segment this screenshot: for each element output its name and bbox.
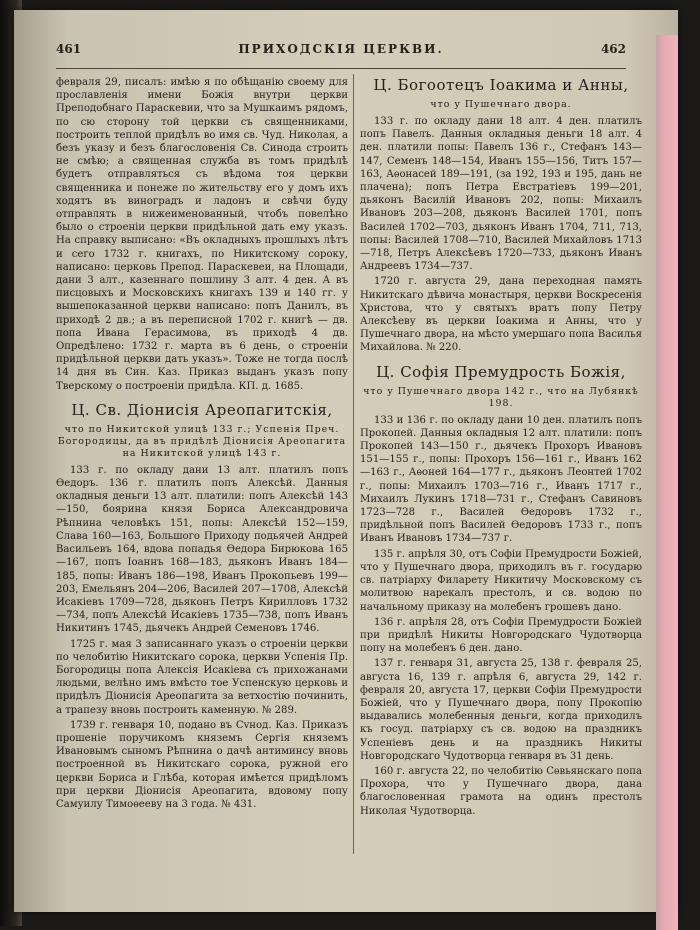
section-heading-joachim-anna: Ц. Богоотецъ Іоакима и Анны, xyxy=(373,76,629,94)
paragraph: 1725 г. мая 3 записаннаго указъ о строеніи церкви по челобитію Никитскаго сорока, церкви Успенія Пр. Богородицы попа Алексія Исакіева съ прихожанами людьми, велѣно имъ вмѣсто тое Успенскую церковь и придѣлъ Діонисія Ареопагита за ветхостію починить, а трапезу вновь построить каменную. № 289. xyxy=(56,638,348,716)
column-divider xyxy=(353,74,354,854)
paragraph: 133 и 136 г. по окладу дани 10 ден. платилъ попъ Прокопей. Данныя окладныя 12 алт. платили: попъ Прокопей 143—150 г., дьячекъ Прохоръ Ивановъ 151—155 г., попы: Прохоръ 156—161 г., Иванъ 162—163 г., Аѳоней 164—177 г., дьяконъ Леонтей 1702 г., попы: Михаилъ 1703—716 г., Иванъ 1717 г., Михаилъ Лукинъ 1718—731 г., Стефанъ Савиновъ 1723—728 г., Василей Ѳедоровъ 1732 г., придѣльной попъ Василей Ѳедоровъ 1733 г., попъ Иванъ Ивановъ 1734—737 г. xyxy=(360,414,642,545)
left-page-number: 461 xyxy=(56,42,82,56)
header-rule xyxy=(56,68,626,69)
paragraph: 160 г. августа 22, по челобитію Сѳвьянскаго попа Прохора, что у Пушечнаго двора, дана благословенная грамота на одинъ престолъ Николая Чудотворца. xyxy=(360,765,642,817)
right-column xyxy=(360,76,642,820)
section-subheading-sofia: что у Пушечнаго двора 142 г., что на Лубянкѣ 198. xyxy=(363,385,639,409)
section-heading-dionisy: Ц. Св. Діонисія Ареопагитскія, xyxy=(71,400,333,419)
left-column xyxy=(56,76,348,813)
book-page-spread xyxy=(14,10,678,912)
section-heading-sofia: Ц. Софія Премудрость Божія, xyxy=(376,362,626,381)
section-subheading-joachim-anna: что у Пушечнаго двора. xyxy=(430,99,572,110)
page-edge xyxy=(656,35,678,930)
paragraph: 1720 г. августа 29, дана переходная память Никитскаго дѣвича монастыря, церкви Воскресенія Христова, что у святыхъ вратъ попу Петру Алексѣеву въ церкви Іоакима и Анны, что у Пушечнаго двора, на мѣсто умершаго попа Василья Михайлова. № 220. xyxy=(360,276,642,354)
paragraph: 135 г. апрѣля 30, отъ Софіи Премудрости Божіей, что у Пушечнаго двора, приходилъ въ г. государю св. патріарху Филарету Никитичу Московскому съ молитвою нарекалъ престолъ, и св. водою по начальному приказу на молебенъ грошевъ дано. xyxy=(360,548,642,613)
section-subheading-dionisy: что по Никитской улицѣ 133 г.; Успенія Преч. Богородицы, да въ придѣлѣ Діонисія Ареопагита на Никитской улицѣ 143 г. xyxy=(57,423,347,459)
paragraph: 1739 г. генваря 10, подано въ Сvнод. Каз. Приказъ прошеніе поручикомъ княземъ Сергія княземъ Ивановымъ сыномъ Рѣпнина о дачѣ антиминсу вновь построенной въ Никитскаго сорока, ружной его церкви Бориса и Глѣба, которая имѣется придѣломъ при церкви Діонисія Ареопагита, вдовому попу Самуилу Тимоѳееву на 3 года. № 431. xyxy=(56,719,348,810)
running-title: ПРИХОДСКІЯ ЦЕРКВИ. xyxy=(238,42,444,56)
paragraph: 136 г. апрѣля 28, отъ Софіи Премудрости Божіей при придѣлѣ Никиты Новгородскаго Чудотворца попу на молебенъ 6 ден. дано. xyxy=(360,616,642,655)
right-page-number: 462 xyxy=(600,42,626,56)
paragraph: 133 г. по окладу дани 18 алт. 4 ден. платилъ попъ Павелъ. Данныя окладныя деньги 18 алт. 4 ден. платили попы: Павелъ 136 г., Стефанъ 143—147, Семенъ 148—154, Иванъ 155—156, Титъ 157—163, Аѳонасей 189—191, (за 192, 193 и 195, дань не плачена); попъ Петра Евстратіевъ 199—201, дьяконъ Василій Ивановъ 202, попы: Михаилъ Ивановъ 203—208, дьяконъ Василей 1701, попъ Василей 1702—703, дьяконъ Иванъ 1704, 711, 713, попы: Василей 1708—710, Василей Михайловъ 1713—718, Петръ Алексѣевъ 1720—733, дьяконъ Иванъ Андреевъ 1734—737. xyxy=(360,116,642,273)
intro-paragraph: февраля 29, писалъ: имѣю я по обѣщанію своему для прославленія имени Божія внутри церкви Преподобнаго Параскевии, что за Мушкаимъ рядомъ, по сю сторону той церкви съ священниками, построить теплой придѣлъ во имя св. Чуд. Николая, а безъ указу и безъ благословенія Св. Синода строить не смѣю; а священная служба въ томъ придѣлѣ будетъ отправляться съ вѣдома тоя церкви священника и понеже по жительству его у домъ ихъ ходятъ въ виноградъ и ладонъ и свѣчи буду отправлять в нижеименованный, чтобъ повелѣно было о строеніи церкви придѣльной дать ему указъ. На справку выписано: «Въ окладныхъ прошлыхъ лѣтъ и сего 1732 г. книгахъ, по Никитскому сороку, написано: церковь Препод. Параскевеи, на Площади, дани 3 алт., казеннаго пошлину 3 алт. 4 ден. А въ писцовыхъ и Московскихъ книгахъ 139 и 140 гг. у вышепоказанной церкви написано: попъ Данилъ, въ приходѣ 2 дв.; а въ переписной 1702 г. книгѣ — дв. попа Ивана Герасимова, въ приходѣ 4 дв. Опредѣлено: 1732 г. марта въ 6 день, о строеніи придѣльной церкви дать указъ». Тоже не тогда послѣ 14 дня въ Син. Каз. Приказ выданъ указъ попу Тверскому о построеніи придѣла. КП. д. 1685. xyxy=(56,77,348,392)
paragraph: 137 г. генваря 31, августа 25, 138 г. февраля 25, августа 16, 139 г. апрѣля 6, августа 29, 142 г. февраля 20, августа 17, церкви Софіи Премудрости Божіей, что у Пушечнаго двора, попу Прокопію выдавались молебенныя деньги, когда приходилъ къ госуд. патріарху съ св. водою на праздникъ Успеніевъ день и на праздникъ Никиты Новгородскаго Чудотворца генваря въ 31 день. xyxy=(360,658,642,762)
paragraph: 133 г. по окладу дани 13 алт. платилъ попъ Ѳедоръ. 136 г. платилъ попъ Алексѣй. Данныя окладныя деньги 13 алт. платили: попъ Алексѣй 143—150, боярина князя Бориса Александровича Рѣпнина человѣкъ 151, попы: Алексѣй 152—159, Слава 160—163, Большого Приходу подьячей Андрей Васильевъ 164, вдова попадья Ѳедора Бирюкова 165—167, попъ Іоаннъ 168—183, дьяконъ Иванъ 184—185, попы: Иванъ 186—198, Иванъ Прокопьевъ 199—203, Емельянъ 204—206, Василей 207—1708, Алексѣй Исакіевъ 1709—728, дьяконъ Петръ Кирилловъ 1732—734, попъ Алексѣй Исакіевъ 1735—738, попъ Иванъ Никитинъ 1745, дьячекъ Андрей Семеновъ 1746. xyxy=(56,464,348,635)
page-header xyxy=(56,40,626,64)
